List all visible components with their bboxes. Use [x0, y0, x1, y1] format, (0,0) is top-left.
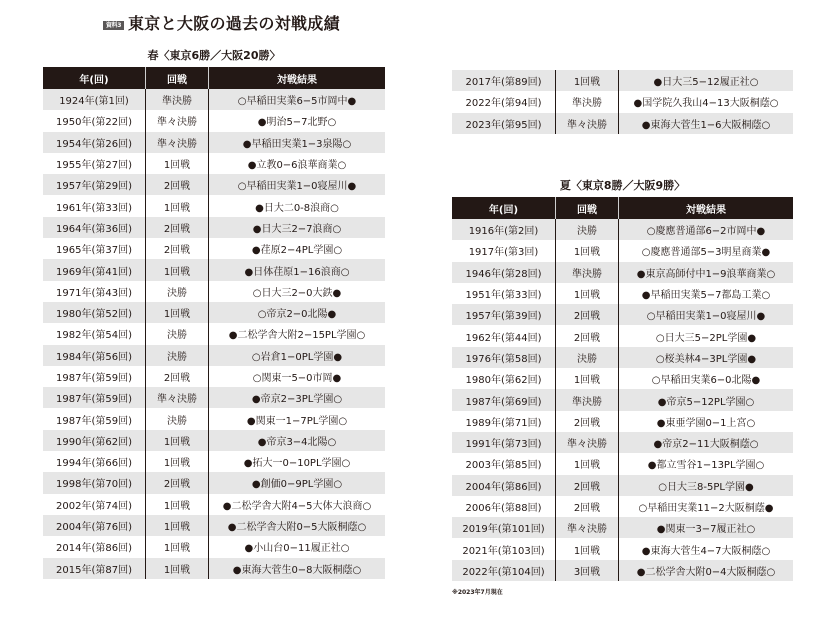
result-cell: ●東海大菅生1−6大阪桐蔭○ — [618, 113, 793, 134]
result-cell: ●帝京2−3PL学園○ — [208, 387, 385, 408]
result-cell: ○早稲田実業11−2大阪桐蔭● — [618, 496, 793, 517]
result-cell: ●関東一3−7履正社○ — [618, 517, 793, 538]
table-row — [452, 538, 793, 559]
round-cell: 準々決勝 — [555, 432, 618, 453]
year-cell: 1961年(第33回) — [56, 202, 132, 214]
year-cell: 2022年(第94回) — [465, 98, 542, 110]
result-cell: ○早稲田実業1−0寝屋川● — [208, 174, 385, 195]
table-row — [43, 195, 385, 216]
result-cell: ○慶應普通部5−3明星商業● — [618, 240, 793, 261]
year-cell: 2019年(第101回) — [462, 524, 545, 536]
result-cell: ●日大二0-8浪商○ — [208, 195, 385, 216]
table-row — [43, 515, 385, 536]
table-row — [452, 70, 793, 91]
round-cell: 決勝 — [145, 281, 208, 302]
table-row — [452, 453, 793, 474]
year-cell: 1980年(第62回) — [465, 375, 542, 387]
round-cell: 決勝 — [145, 345, 208, 366]
round-cell: 準々決勝 — [555, 517, 618, 538]
table-row — [452, 262, 793, 283]
result-cell: ○日大三2−0大鉄● — [208, 281, 385, 302]
result-cell: ○岩倉1−0PL学園● — [208, 345, 385, 366]
year-cell: 1991年(第73回) — [465, 439, 542, 451]
round-cell: 1回戦 — [145, 195, 208, 216]
year-cell: 1990年(第62回) — [56, 436, 132, 448]
table-header-row — [43, 67, 385, 89]
round-cell: 1回戦 — [555, 70, 618, 91]
result-cell: ○早稲田実業1−0寝屋川● — [618, 304, 793, 325]
year-cell: 1998年(第70回) — [56, 479, 132, 491]
table-row — [452, 368, 793, 389]
table-row — [43, 217, 385, 238]
result-cell: ●帝京2−11大阪桐蔭○ — [618, 432, 793, 453]
table-row — [43, 430, 385, 451]
table-row — [43, 472, 385, 493]
year-cell: 2004年(第86回) — [465, 481, 542, 493]
year-cell: 1987年(第59回) — [56, 394, 132, 406]
table-row — [43, 408, 385, 429]
result-cell: ○桜美林4−3PL学園● — [618, 347, 793, 368]
year-cell: 1982年(第54回) — [56, 330, 132, 342]
summer-table — [452, 197, 793, 581]
result-cell: ●小山台0−11履正社○ — [208, 536, 385, 557]
table-row — [43, 558, 385, 579]
result-cell: ●日体荏原1−16浪商○ — [208, 259, 385, 280]
column-header-result: 対戦結果 — [208, 67, 385, 89]
table-row — [452, 347, 793, 368]
year-cell: 1916年(第2回) — [468, 226, 539, 238]
year-cell: 1971年(第43回) — [56, 287, 132, 299]
round-cell: 3回戦 — [555, 560, 618, 581]
year-cell: 1987年(第59回) — [56, 373, 132, 384]
result-cell: ●二松学舎大附0−5大阪桐蔭○ — [208, 515, 385, 536]
year-cell: 2014年(第86回) — [56, 543, 132, 555]
year-cell: 1962年(第44回) — [465, 332, 542, 344]
result-cell: ●関東一1−7PL学園○ — [208, 408, 385, 429]
table-row — [452, 432, 793, 453]
round-cell: 準々決勝 — [555, 113, 618, 134]
round-cell: 1回戦 — [555, 368, 618, 389]
table-row — [452, 91, 793, 112]
result-cell: ○日大三5−2PL学園● — [618, 325, 793, 346]
spring-table-continued — [452, 70, 793, 134]
table-row — [452, 240, 793, 261]
result-cell: ●創価0−9PL学園○ — [208, 472, 385, 493]
year-cell: 1955年(第27回) — [56, 160, 132, 172]
document-label-badge: 資料3 — [103, 21, 124, 30]
round-cell: 2回戦 — [555, 304, 618, 325]
round-cell: 1回戦 — [145, 153, 208, 174]
table-row — [452, 560, 793, 581]
table-row — [43, 494, 385, 515]
result-cell: ●日大三5−12履正社○ — [618, 70, 793, 91]
table-row — [452, 475, 793, 496]
table-row — [43, 153, 385, 174]
table-row — [43, 323, 385, 344]
result-cell: ●東海大菅生0−8大阪桐蔭○ — [208, 558, 385, 579]
round-cell: 決勝 — [145, 323, 208, 344]
round-cell: 準決勝 — [555, 389, 618, 410]
result-cell: ●早稲田実業1−3泉陽○ — [208, 132, 385, 153]
table-row — [43, 366, 385, 387]
table-row — [43, 238, 385, 259]
round-cell: 2回戦 — [145, 472, 208, 493]
round-cell: 準決勝 — [555, 262, 618, 283]
result-cell: ○早稲田実業6−5市岡中● — [208, 89, 385, 110]
round-cell: 決勝 — [555, 347, 618, 368]
round-cell: 2回戦 — [145, 217, 208, 238]
round-cell: 1回戦 — [555, 538, 618, 559]
summer-subtitle: 夏〈東京8勝／大阪9勝〉 — [559, 179, 686, 192]
column-header-result: 対戦結果 — [618, 197, 793, 219]
round-cell: 1回戦 — [145, 430, 208, 451]
round-cell: 2回戦 — [555, 496, 618, 517]
year-cell: 2006年(第88回) — [465, 503, 542, 514]
round-cell: 1回戦 — [145, 302, 208, 323]
round-cell: 2回戦 — [555, 411, 618, 432]
result-cell: ●帝京5−12PL学園○ — [618, 389, 793, 410]
column-header-year: 年(回) — [79, 74, 109, 86]
year-cell: 1976年(第58回) — [465, 353, 542, 365]
year-cell: 1987年(第59回) — [56, 415, 132, 427]
page-title: 東京と大阪の過去の対戦成績 — [128, 14, 340, 33]
table-row — [43, 281, 385, 302]
round-cell: 1回戦 — [145, 558, 208, 579]
year-cell: 1946年(第28回) — [465, 268, 542, 280]
year-cell: 2002年(第74回) — [56, 500, 132, 512]
column-header-round: 回戦 — [555, 197, 618, 219]
table-row — [43, 110, 385, 131]
table-row — [452, 113, 793, 134]
round-cell: 準々決勝 — [145, 387, 208, 408]
column-header-round: 回戦 — [145, 67, 208, 89]
table-row — [452, 325, 793, 346]
year-cell: 2015年(第87回) — [56, 564, 132, 576]
result-cell: ●国学院久我山4−13大阪桐蔭○ — [618, 91, 793, 112]
year-cell: 2022年(第104回) — [462, 566, 545, 578]
year-cell: 1924年(第1回) — [59, 96, 129, 108]
footnote: ※2023年7月現在 — [452, 589, 503, 596]
result-cell: ●拓大一0−10PL学園○ — [208, 451, 385, 472]
year-cell: 1950年(第22回) — [56, 117, 132, 129]
year-cell: 1957年(第39回) — [465, 311, 542, 323]
round-cell: 決勝 — [555, 219, 618, 240]
year-cell: 1980年(第52回) — [56, 309, 132, 321]
year-cell: 2017年(第89回) — [465, 77, 542, 89]
result-cell: ●荏原2−4PL学園○ — [208, 238, 385, 259]
table-row — [43, 89, 385, 110]
table-row — [43, 451, 385, 472]
year-cell: 1954年(第26回) — [56, 138, 132, 150]
table-row — [452, 389, 793, 410]
table-row — [452, 411, 793, 432]
result-cell: ●日大三2−7浪商○ — [208, 217, 385, 238]
result-cell: ●二松学舎大附4−5大体大浪商○ — [208, 494, 385, 515]
result-cell: ●東亜学園0−1上宮○ — [618, 411, 793, 432]
round-cell: 1回戦 — [555, 240, 618, 261]
table-row — [43, 536, 385, 557]
round-cell: 1回戦 — [555, 453, 618, 474]
year-cell: 1957年(第29回) — [56, 181, 132, 193]
round-cell: 2回戦 — [555, 325, 618, 346]
result-cell: ●立教0−6浪華商業○ — [208, 153, 385, 174]
result-cell: ●二松学舎大附2−15PL学園○ — [208, 323, 385, 344]
round-cell: 2回戦 — [555, 475, 618, 496]
round-cell: 1回戦 — [555, 283, 618, 304]
year-cell: 1965年(第37回) — [56, 245, 132, 257]
result-cell: ●明治5−7北野○ — [208, 110, 385, 131]
table-row — [43, 345, 385, 366]
year-cell: 1987年(第69回) — [465, 396, 542, 408]
year-cell: 1951年(第33回) — [465, 290, 542, 302]
table-row — [452, 219, 793, 240]
result-cell: ●帝京3−4北陽○ — [208, 430, 385, 451]
year-cell: 2004年(第76回) — [56, 522, 132, 534]
result-cell: ●二松学舎大附0−4大阪桐蔭○ — [618, 560, 793, 581]
round-cell: 1回戦 — [145, 515, 208, 536]
table-row — [43, 302, 385, 323]
round-cell: 準決勝 — [555, 91, 618, 112]
result-cell: ○慶應普通部6−2市岡中● — [618, 219, 793, 240]
year-cell: 1989年(第71回) — [465, 417, 542, 429]
result-cell: ○関東一5−0市岡● — [208, 366, 385, 387]
year-cell: 2021年(第103回) — [462, 545, 545, 557]
year-cell: 2003年(第85回) — [465, 460, 542, 472]
table-row — [43, 387, 385, 408]
round-cell: 準々決勝 — [145, 132, 208, 153]
result-cell: ●東京高師付中1−9浪華商業○ — [618, 262, 793, 283]
round-cell: 準々決勝 — [145, 110, 208, 131]
result-cell: ●都立雪谷1−13PL学園○ — [618, 453, 793, 474]
round-cell: 1回戦 — [145, 494, 208, 515]
round-cell: 2回戦 — [145, 238, 208, 259]
table-row — [452, 517, 793, 538]
result-cell: ○早稲田実業6−0北陽● — [618, 368, 793, 389]
year-cell: 1994年(第66回) — [56, 458, 132, 470]
table-row — [43, 132, 385, 153]
table-row — [452, 283, 793, 304]
year-cell: 1969年(第41回) — [56, 266, 132, 278]
round-cell: 1回戦 — [145, 259, 208, 280]
year-cell: 1984年(第56回) — [56, 351, 132, 363]
result-cell: ○日大三8-5PL学園● — [618, 475, 793, 496]
table-row — [452, 496, 793, 517]
year-cell: 1964年(第36回) — [56, 223, 132, 235]
year-cell: 1917年(第3回) — [468, 247, 539, 259]
result-cell: ●東海大菅生4−7大阪桐蔭○ — [618, 538, 793, 559]
year-cell: 2023年(第95回) — [465, 119, 542, 131]
spring-subtitle: 春〈東京6勝／大阪20勝〉 — [147, 49, 281, 62]
table-row — [43, 259, 385, 280]
round-cell: 1回戦 — [145, 451, 208, 472]
round-cell: 準決勝 — [145, 89, 208, 110]
round-cell: 2回戦 — [145, 366, 208, 387]
result-cell: ●早稲田実業5−7都島工業○ — [618, 283, 793, 304]
spring-table — [43, 67, 385, 579]
round-cell: 1回戦 — [145, 536, 208, 557]
table-row — [43, 174, 385, 195]
round-cell: 決勝 — [145, 408, 208, 429]
table-header-row — [452, 197, 793, 219]
column-header-year: 年(回) — [488, 204, 519, 216]
round-cell: 2回戦 — [145, 174, 208, 195]
result-cell: ○帝京2−0北陽● — [208, 302, 385, 323]
table-row — [452, 304, 793, 325]
